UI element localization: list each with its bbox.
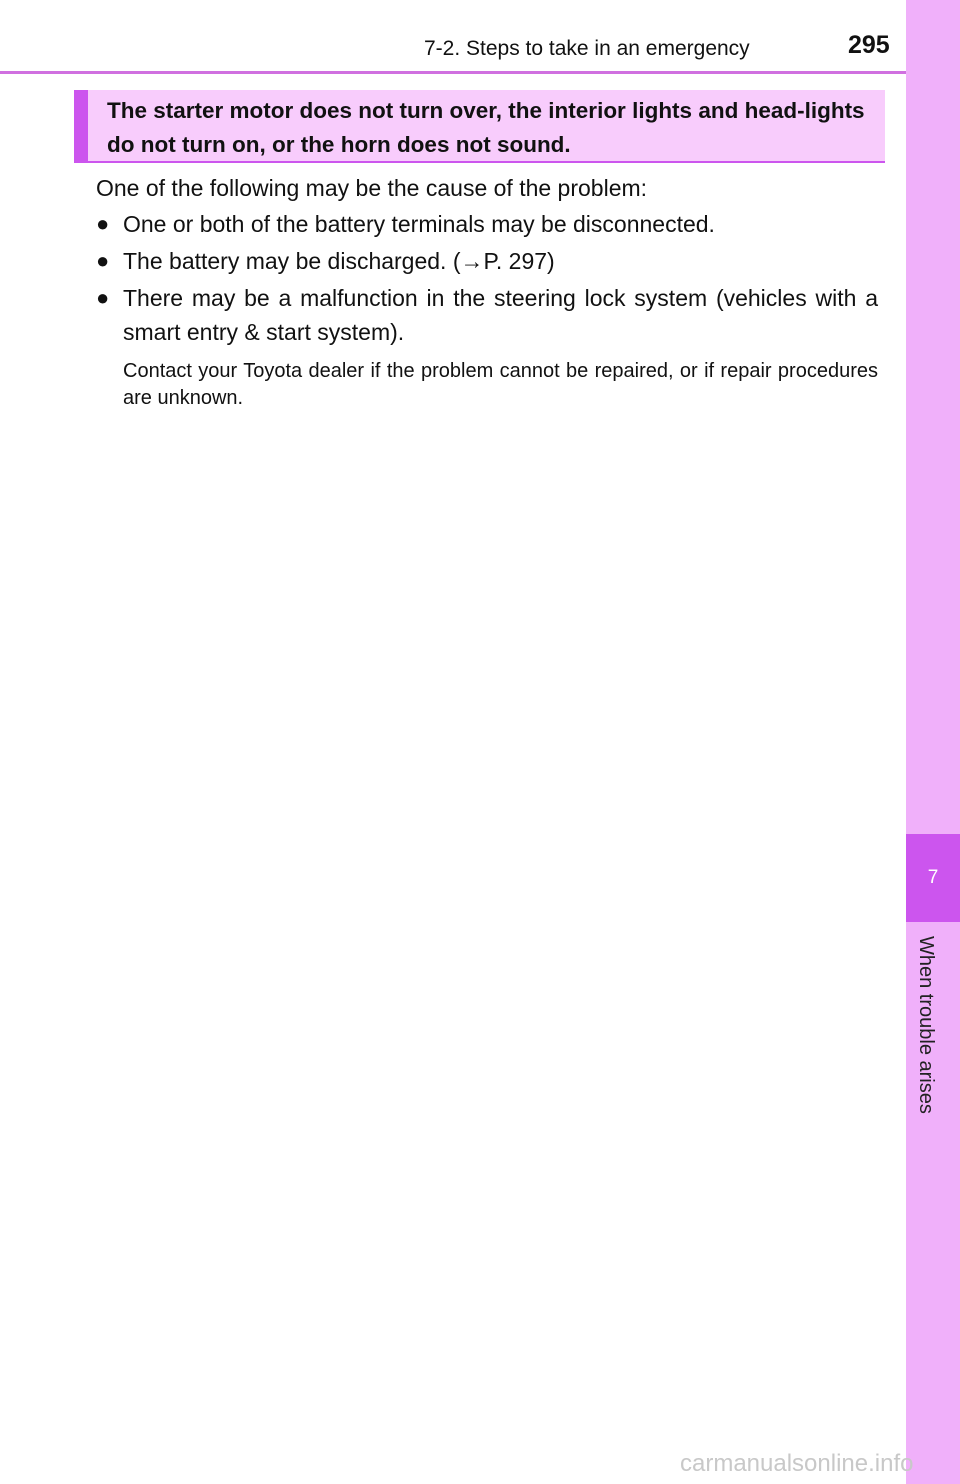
header-rule [0,71,906,74]
bullet-icon: ● [96,248,110,273]
list-item-text: There may be a malfunction in the steering lock system (vehicles with a smart entry & start system). [123,285,878,345]
intro-text: One of the following may be the cause of the problem: [96,175,648,201]
chapter-title: When trouble arises [915,936,937,1114]
side-tab [906,0,960,1484]
list-item-text: One or both of the battery terminals may be disconnected. [123,211,715,237]
bullet-icon: ● [96,285,110,310]
section-heading: The starter motor does not turn over, the interior lights and head-lights do not turn on, or the horn does not sound. [107,98,865,157]
chapter-number-tab[interactable]: 7 [906,834,960,922]
list-item [96,244,878,278]
section-label: 7-2. Steps to take in an emergency [424,37,750,60]
list-item-text: The battery may be discharged. (→P. 297) [123,248,555,274]
watermark: carmanualsonline.info [680,1450,914,1477]
section-heading-box [74,90,885,163]
list-item [96,281,878,349]
page-number: 295 [848,31,890,59]
list-item [96,207,878,241]
note-text: Contact your Toyota dealer if the problem cannot be repaired, or if repair procedures are unknown. [123,360,878,409]
bullet-icon: ● [96,211,110,236]
